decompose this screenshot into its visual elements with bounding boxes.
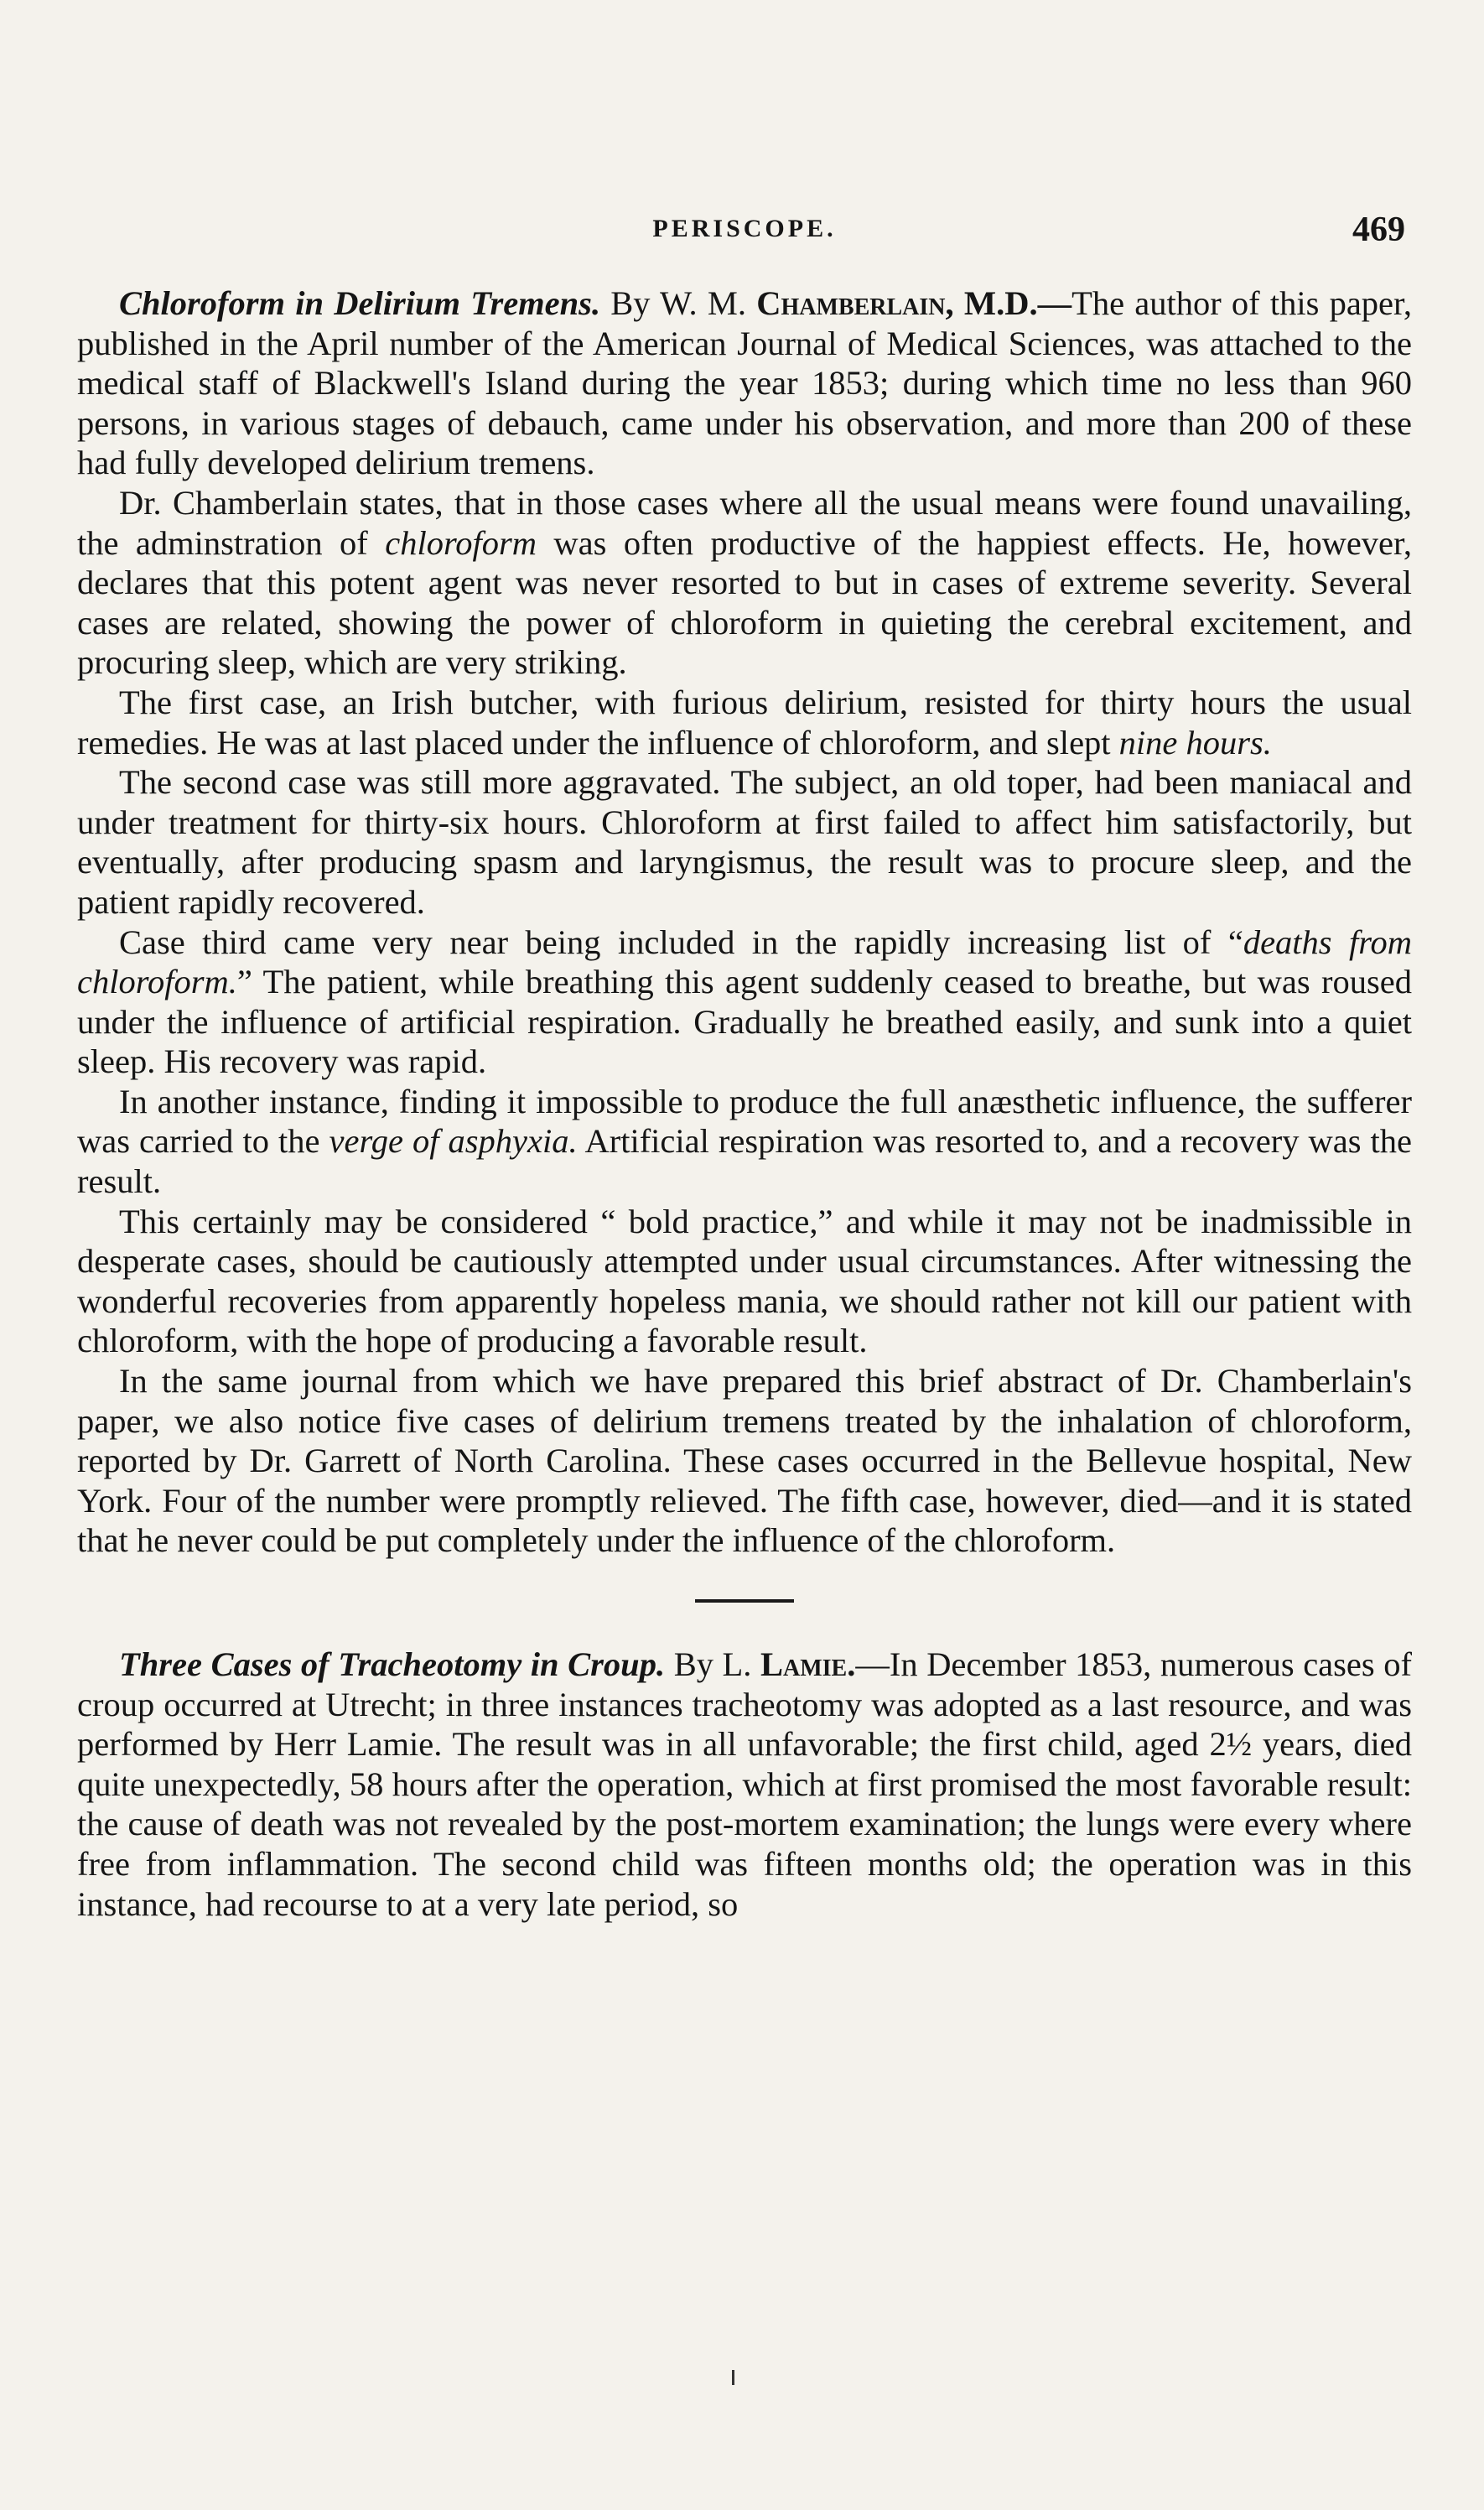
paragraph xyxy=(77,1082,1412,1202)
article-title: Chloroform in Delirium Tremens. xyxy=(119,284,601,322)
emphasis-text: nine hours. xyxy=(1118,723,1272,761)
article-chloroform xyxy=(77,283,1412,1561)
paragraph-text: —In December 1853, numerous cases of croup occurred at Utrecht; in three instances tracheotomy was adopted as a last resource, and was performed by Herr Lamie. The result was in all unfavorable; the first child, aged 2½ years, died quite unexpectedly, 58 hours after the operation, which at first promised the most favorable result: the cause of death was not revealed by the post-mortem examination; the lungs were every where free from inflammation. The second child was fifteen months old; the operation was in this instance, had recourse to at a very late period, so xyxy=(77,1645,1412,1923)
running-title: PERISCOPE. xyxy=(652,215,837,242)
article-tracheotomy xyxy=(77,1645,1412,1924)
author-name: Lamie. xyxy=(760,1645,856,1683)
paragraph xyxy=(77,922,1412,1082)
running-head xyxy=(77,210,1412,260)
emphasis-text: verge of asphyxia. xyxy=(329,1122,578,1161)
emphasis-text: chloroform xyxy=(385,523,537,562)
byline-prefix: By L. xyxy=(673,1645,752,1683)
paragraph-text: In another instance, finding it impossible to produce the full anæsthetic influence, the sufferer was carried to the xyxy=(77,1082,1412,1161)
page-number: 469 xyxy=(1352,210,1405,249)
paragraph: This certainly may be considered “ bold practice,” and while it may not be inadmissible in desperate cases, should be cautiously attempted under usual circumstances. After witnessing the wonderful recoveries from apparently hopeless mania, we should rather not kill our patient with chloroform, with the hope of producing a favorable result. xyxy=(77,1202,1412,1360)
article-heading-paragraph xyxy=(77,283,1412,483)
paragraph: The second case was still more aggravated. The subject, an old toper, had been maniacal and under treatment for thirty-six hours. Chloroform at first failed to affect him satisfactorily, but eventually, after producing spasm and laryngismus, the result was to procure sleep, and the patient rapidly recovered. xyxy=(77,763,1412,921)
paragraph-text: Dr. Chamberlain states, that in those cases where all the usual means were found unavailing, the adminstration of xyxy=(77,483,1412,562)
paragraph-text: Artificial respiration was resorted to, and a recovery was the result. xyxy=(77,1122,1413,1201)
paragraph-text: was often productive of the happiest effects. He, however, declares that this potent agent was never resorted to but in cases of extreme severity. Several cases are related, showing the power of chloroform in quieting the cerebral excitement, and procuring sleep, which are very striking. xyxy=(77,523,1413,682)
emphasis-text: deaths from chloroform. xyxy=(77,922,1412,1001)
book-page xyxy=(77,210,1412,1924)
section-divider xyxy=(695,1599,794,1603)
paragraph xyxy=(77,683,1412,762)
paragraph xyxy=(77,483,1412,683)
print-mark xyxy=(732,2370,734,2385)
byline-prefix: By W. M. xyxy=(610,284,747,322)
paragraph-text: The author of this paper, published in the April number of the American Journal of Medical Sciences, was attached to the medical staff of Blackwell's Island during the year 1853; during which time no less than 960 persons, in various stages of debauch, came under his observation, and more than 200 of these had fully developed delirium tremens. xyxy=(77,284,1413,482)
author-name: Chamberlain, xyxy=(756,284,954,322)
paragraph-text: Case third came very near being included in the rapidly increasing list of “ xyxy=(119,922,1243,961)
paragraph-text: ” The patient, while breathing this agent suddenly ceased to breathe, but was roused under the influence of artificial respiration. Gradually he breathed easily, and sunk into a quiet sleep. His recovery was rapid. xyxy=(77,963,1412,1081)
author-degree: M.D.— xyxy=(963,284,1072,322)
paragraph-text: The first case, an Irish butcher, with furious delirium, resisted for thirty hours the usual remedies. He was at last placed under the influence of chloroform, and slept xyxy=(77,683,1412,761)
article-title: Three Cases of Tracheotomy in Croup. xyxy=(119,1645,666,1683)
paragraph: In the same journal from which we have prepared this brief abstract of Dr. Chamberlain's paper, we also notice five cases of delirium tremens treated by the inhalation of chloroform, reported by Dr. Garrett of North Carolina. These cases occurred in the Bellevue hospital, New York. Four of the number were promptly relieved. The fifth case, however, died—and it is stated that he never could be put completely under the influence of the chloroform. xyxy=(77,1362,1412,1560)
article-heading-paragraph xyxy=(77,1645,1412,1924)
